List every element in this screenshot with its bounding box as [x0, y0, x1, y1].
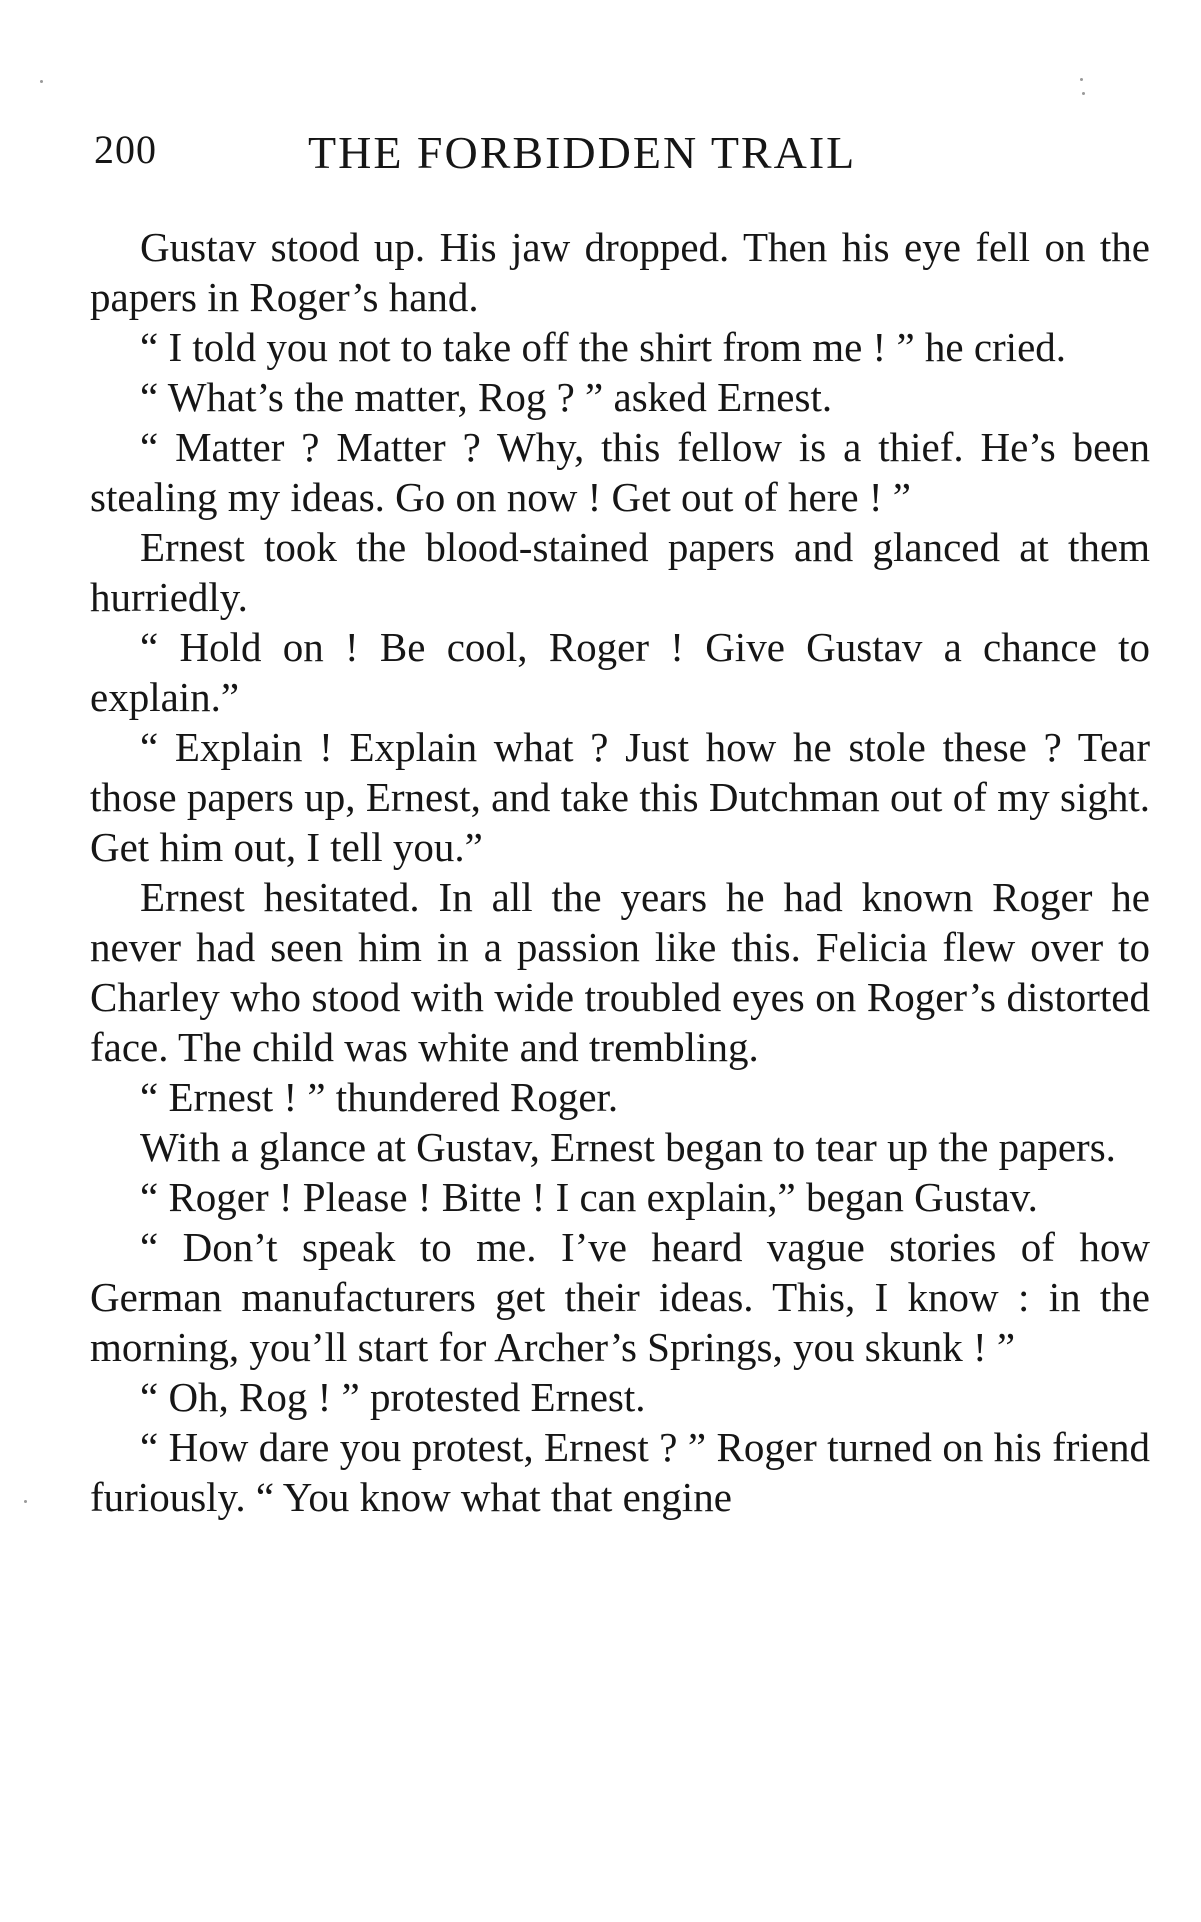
running-title: THE FORBIDDEN TRAIL — [308, 127, 857, 178]
body-text — [90, 222, 1150, 1522]
paragraph: “ How dare you protest, Ernest ? ” Roger turned on his friend furiously. “ You know what that engine — [90, 1424, 1150, 1520]
paragraph: “ Explain ! Explain what ? Just how he stole these ? Tear those papers up, Ernest, and take this Dutchman out of my sight. Get him out, I tell you.” — [90, 724, 1150, 870]
paragraph: “ Ernest ! ” thundered Roger. — [140, 1074, 619, 1120]
paragraph: “ Matter ? Matter ? Why, this fellow is a thief. He’s been stealing my ideas. Go on now ! Get out of here ! ” — [90, 424, 1150, 520]
paragraph: Gustav stood up. His jaw dropped. Then his eye fell on the papers in Roger’s hand. — [90, 224, 1150, 320]
paragraph: Ernest took the blood-stained papers and glanced at them hurriedly. — [90, 524, 1150, 620]
paragraph: “ Hold on ! Be cool, Roger ! Give Gustav a chance to explain.” — [90, 624, 1150, 720]
paper-speck — [1080, 78, 1083, 81]
paragraph: “ Roger ! Please ! Bitte ! I can explain,” began Gustav. — [140, 1174, 1038, 1220]
paper-speck — [1082, 92, 1085, 95]
paragraph: Ernest hesitated. In all the years he had known Roger he never had seen him in a passion like this. Felicia flew over to Charley who stood with wide troubled eyes on Roger’s distorted face. The child was white and trembling. — [90, 874, 1150, 1070]
page-number: 200 — [94, 127, 157, 172]
paper-speck — [24, 1500, 27, 1503]
paragraph: “ Don’t speak to me. I’ve heard vague stories of how German manufacturers get their ideas. This, I know : in the morning, you’ll start for Archer’s Springs, you skunk ! ” — [90, 1224, 1150, 1370]
paragraph: “ Oh, Rog ! ” protested Ernest. — [140, 1374, 646, 1420]
running-head — [94, 126, 1144, 186]
paragraph: With a glance at Gustav, Ernest began to tear up the papers. — [140, 1124, 1116, 1170]
paper-speck — [40, 80, 43, 83]
paragraph: “ I told you not to take off the shirt from me ! ” he cried. — [140, 324, 1067, 370]
paragraph: “ What’s the matter, Rog ? ” asked Ernest. — [140, 374, 833, 420]
